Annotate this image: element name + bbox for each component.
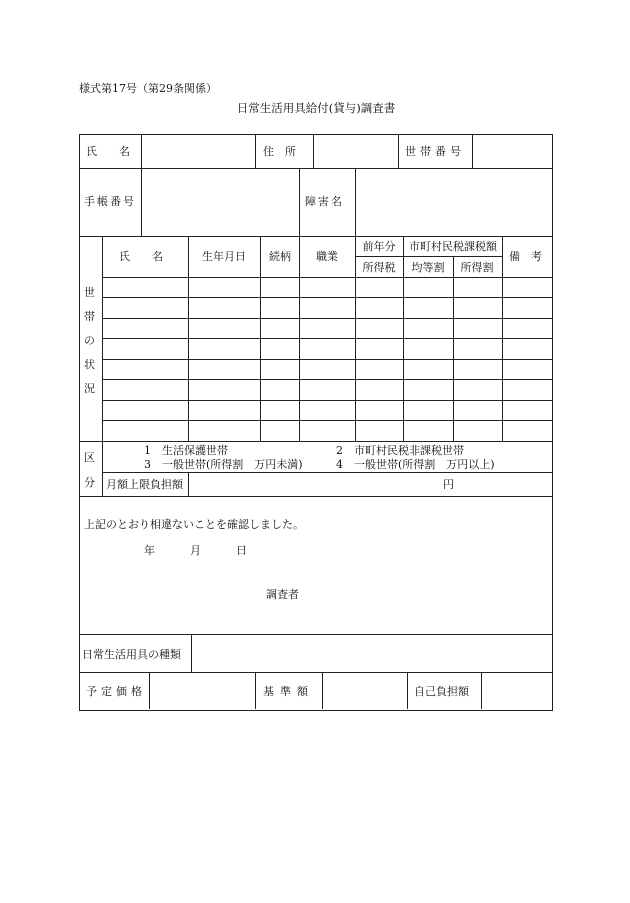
household-status-char: 世: [84, 286, 95, 299]
category-char: 区: [84, 451, 95, 464]
monthly-cap-field[interactable]: [189, 473, 551, 495]
name-label: 氏 名: [86, 145, 130, 158]
date-month: 月: [190, 544, 201, 557]
form-number: 様式第17号（第29条関係）: [79, 82, 217, 95]
planned-price-field[interactable]: [150, 673, 254, 708]
table-row[interactable]: [103, 360, 552, 379]
column-municipal-tax: 市町村民税課税額: [409, 240, 497, 253]
category-char: 分: [84, 476, 95, 489]
table-row[interactable]: [103, 319, 552, 338]
address-field[interactable]: [314, 135, 397, 167]
column-name: 氏 名: [119, 250, 163, 263]
column-relation: 続柄: [269, 250, 291, 263]
column-remarks: 備 考: [509, 250, 542, 263]
disability-name-field[interactable]: [356, 169, 551, 235]
rule: [79, 236, 553, 237]
table-row[interactable]: [103, 401, 552, 420]
rule: [79, 441, 553, 442]
name-field[interactable]: [142, 135, 254, 167]
address-label: 住 所: [263, 145, 296, 158]
rule: [102, 441, 103, 496]
column-previous-year: 前年分: [362, 240, 396, 253]
column-birthdate: 生年月日: [202, 250, 246, 263]
date-year: 年: [144, 544, 155, 557]
investigator-signature-field[interactable]: [300, 580, 540, 606]
equipment-type-field[interactable]: [192, 635, 551, 671]
household-status-char: の: [84, 334, 95, 347]
base-amount-field[interactable]: [323, 673, 406, 708]
yen-unit: 円: [443, 478, 454, 491]
table-row[interactable]: [103, 339, 552, 358]
page-title: 日常生活用具給付(貸与)調査書: [236, 101, 396, 115]
handbook-number-field[interactable]: [142, 169, 298, 235]
household-status-char: 帯: [84, 310, 95, 323]
column-income-share: 所得割: [460, 261, 494, 274]
investigator-label: 調査者: [266, 588, 299, 601]
planned-price-label: 予定価格: [86, 685, 146, 698]
column-equal-share: 均等割: [411, 261, 445, 274]
table-row[interactable]: [103, 278, 552, 297]
household-number-field[interactable]: [473, 135, 551, 167]
category-option-4[interactable]: 4 一般世帯(所得割 万円以上): [336, 458, 495, 471]
disability-name-label: 障害名: [305, 195, 344, 208]
column-occupation: 職業: [316, 250, 338, 263]
monthly-cap-label: 月額上限負担額: [106, 478, 183, 491]
household-number-label: 世帯番号: [405, 145, 465, 158]
handbook-number-label: 手帳番号: [84, 195, 136, 208]
column-income-tax: 所得税: [362, 261, 396, 274]
rule: [407, 672, 408, 709]
self-pay-label: 自己負担額: [414, 685, 469, 698]
category-option-2[interactable]: 2 市町村民税非課税世帯: [336, 444, 464, 457]
category-option-1[interactable]: 1 生活保護世帯: [144, 444, 228, 457]
confirmation-statement: 上記のとおり相違ないことを確認しました。: [84, 518, 304, 531]
rule: [299, 168, 300, 236]
rule: [79, 496, 553, 497]
household-status-char: 況: [84, 382, 95, 395]
date-day: 日: [236, 544, 247, 557]
category-option-3[interactable]: 3 一般世帯(所得割 万円未満): [144, 458, 303, 471]
self-pay-field[interactable]: [482, 673, 551, 708]
rule: [255, 672, 256, 709]
table-row[interactable]: [103, 380, 552, 399]
household-status-char: 状: [84, 358, 95, 371]
rule: [355, 256, 502, 257]
rule: [398, 134, 399, 168]
rule: [255, 134, 256, 168]
equipment-type-label: 日常生活用具の種類: [82, 648, 181, 661]
base-amount-label: 基準額: [263, 685, 314, 698]
table-row[interactable]: [103, 421, 552, 440]
table-row[interactable]: [103, 298, 552, 317]
